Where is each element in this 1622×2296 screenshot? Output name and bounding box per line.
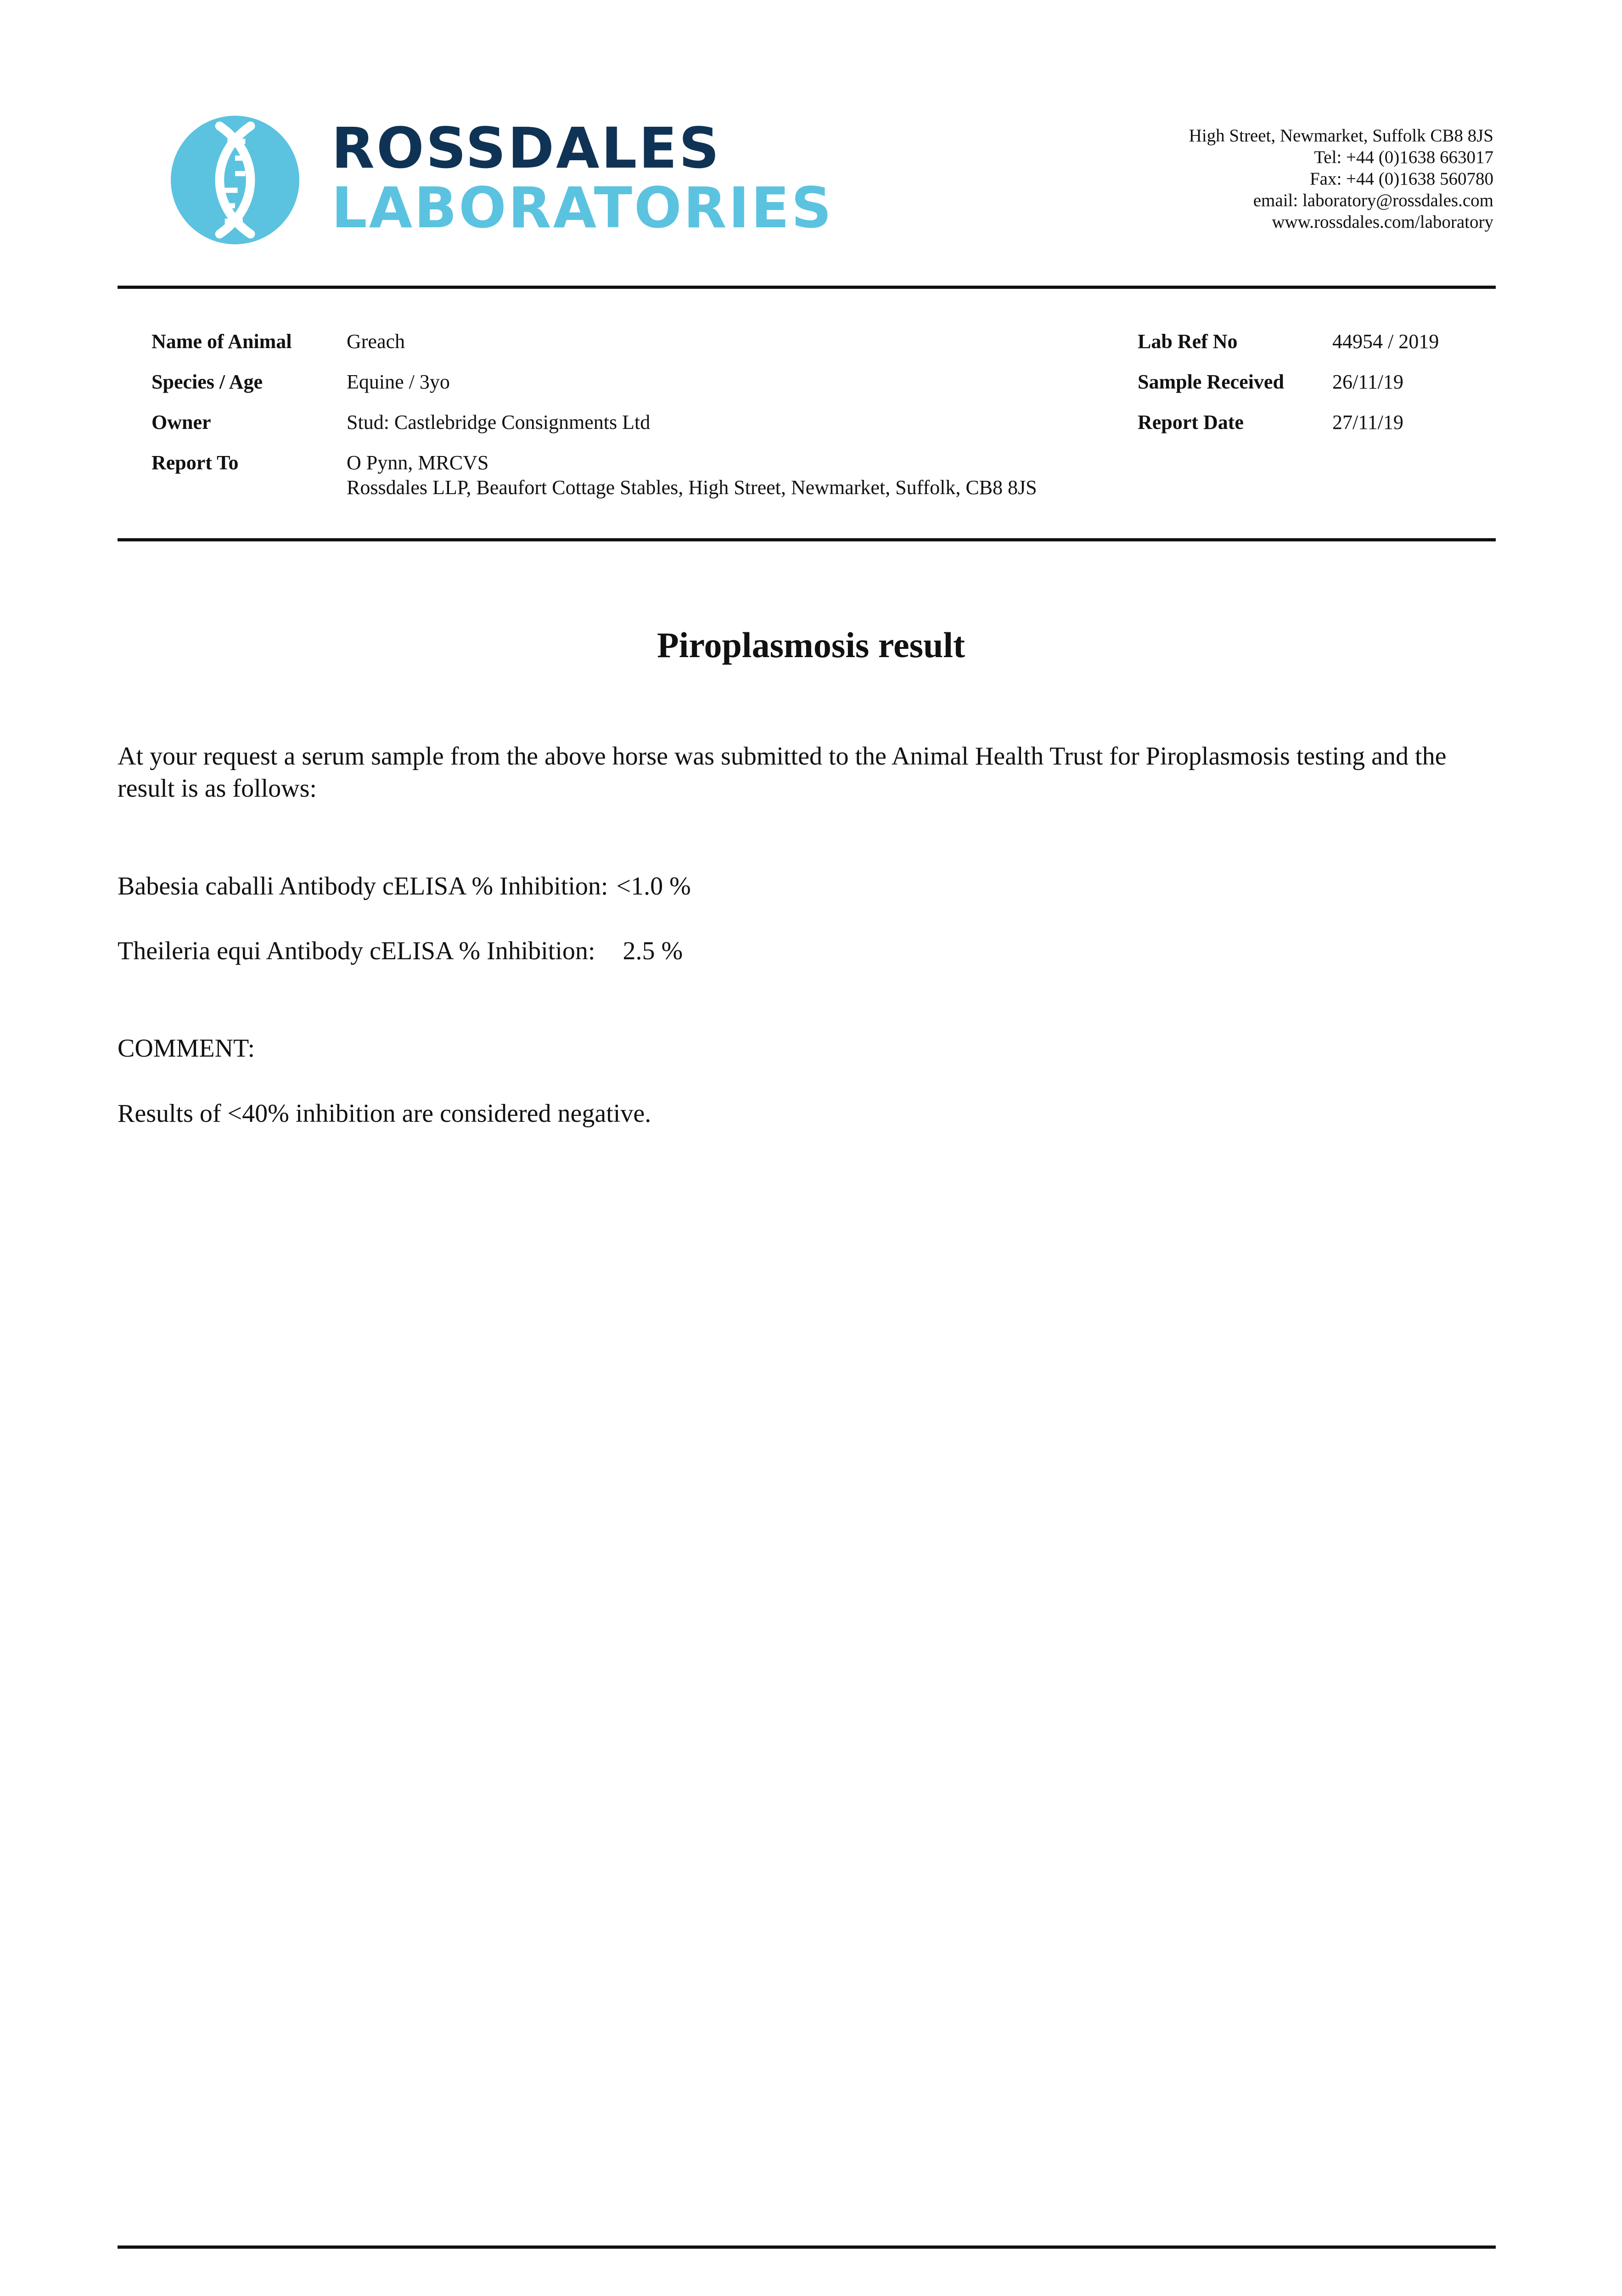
address-tel: Tel: +44 (0)1638 663017 <box>1314 147 1493 167</box>
sample-received-label: Sample Received <box>1138 371 1284 393</box>
lab-address-block <box>1189 125 1493 233</box>
brand-name-line2: LABORATORIES <box>331 175 834 241</box>
address-email: email: laboratory@rossdales.com <box>1253 191 1493 210</box>
species-age-label: Species / Age <box>152 371 263 393</box>
address-street: High Street, Newmarket, Suffolk CB8 8JS <box>1189 126 1493 146</box>
result-theileria-value: 2.5 % <box>623 937 683 965</box>
dna-helix-icon <box>171 116 299 244</box>
name-of-animal-label: Name of Animal <box>152 330 292 353</box>
report-to-name: O Pynn, MRCVS <box>347 451 489 474</box>
lab-ref-value: 44954 / 2019 <box>1332 330 1439 353</box>
intro-paragraph: At your request a serum sample from the above horse was submitted to the Animal Health Trust for Piroplasmosis testing and the result is as follows: <box>118 742 1447 803</box>
address-fax: Fax: +44 (0)1638 560780 <box>1309 169 1493 189</box>
report-to-address: Rossdales LLP, Beaufort Cottage Stables, High Street, Newmarket, Suffolk, CB8 8JS <box>347 476 1037 499</box>
divider-top <box>118 286 1496 289</box>
owner-value: Stud: Castlebridge Consignments Ltd <box>347 411 651 433</box>
result-theileria <box>118 935 683 967</box>
address-website: www.rossdales.com/laboratory <box>1272 212 1493 232</box>
report-to-label: Report To <box>152 451 239 474</box>
lab-ref-label: Lab Ref No <box>1138 330 1238 353</box>
comment-heading: COMMENT: <box>118 1034 255 1063</box>
brand-name-line1: ROSSDALES <box>331 116 721 181</box>
name-of-animal-value: Greach <box>347 330 405 353</box>
comment-text: Results of <40% inhibition are considered negative. <box>118 1099 651 1128</box>
divider-bottom <box>118 2245 1496 2249</box>
report-title: Piroplasmosis result <box>657 625 965 665</box>
result-babesia-label: Babesia caballi Antibody cELISA % Inhibition: <box>118 872 608 900</box>
result-babesia-value: <1.0 % <box>616 872 691 900</box>
result-theileria-label: Theileria equi Antibody cELISA % Inhibition: <box>118 937 595 965</box>
report-date-value: 27/11/19 <box>1332 411 1403 433</box>
report-date-label: Report Date <box>1138 411 1244 433</box>
owner-label: Owner <box>152 411 211 433</box>
sample-received-value: 26/11/19 <box>1332 371 1403 393</box>
result-babesia <box>118 870 691 902</box>
species-age-value: Equine / 3yo <box>347 371 450 393</box>
divider-middle <box>118 538 1496 541</box>
